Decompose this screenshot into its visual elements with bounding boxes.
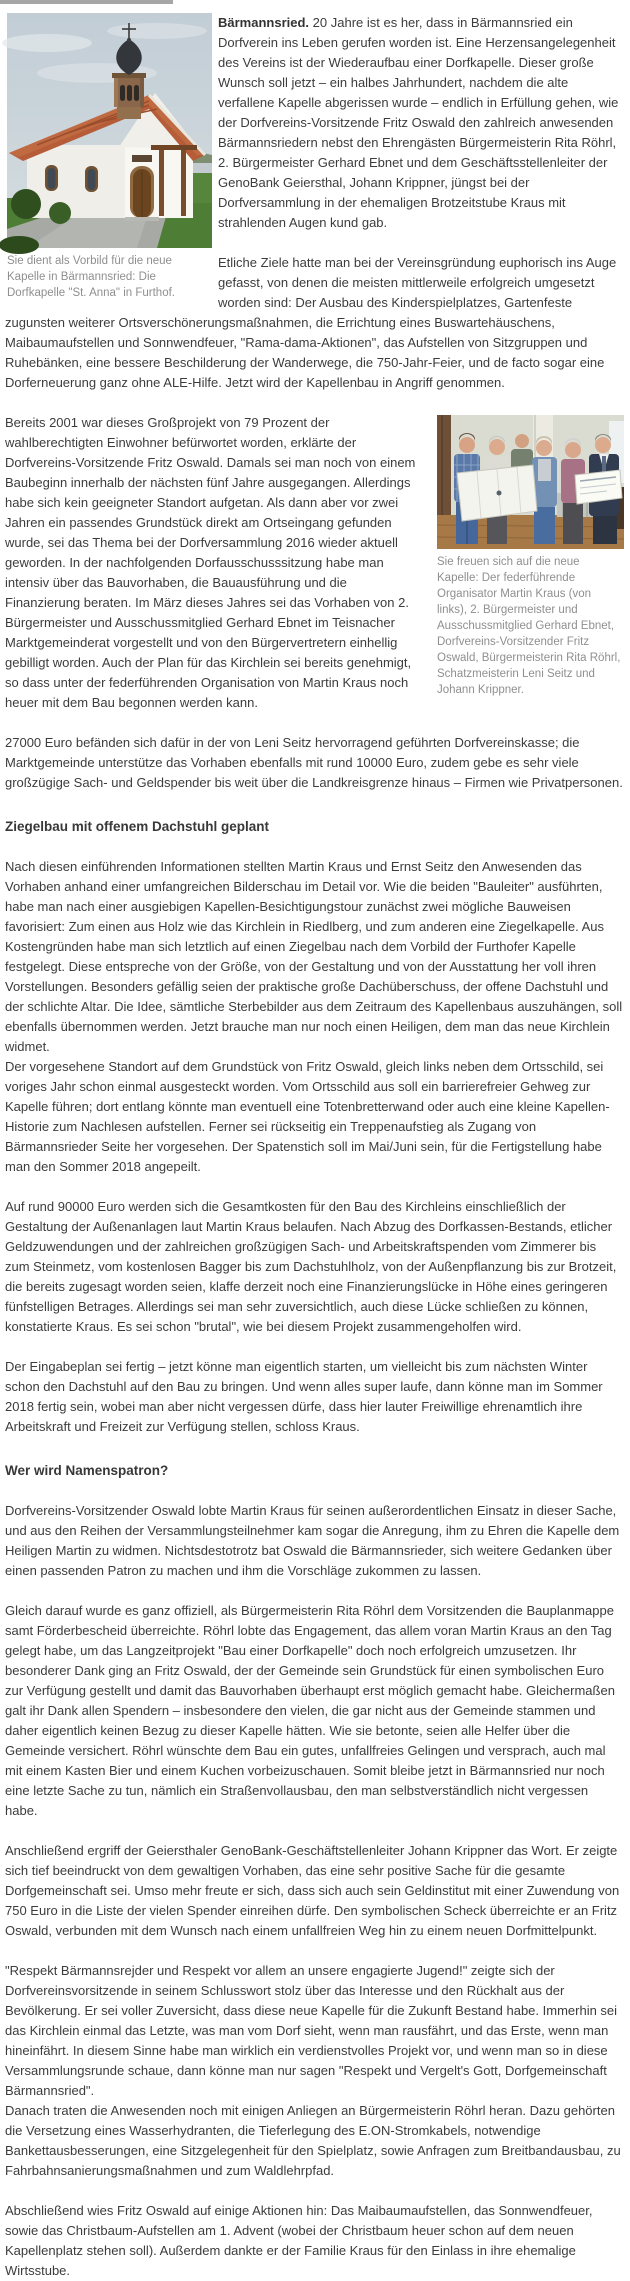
chapel-figure xyxy=(7,13,212,301)
location-lead: Bärmannsried. xyxy=(218,15,310,30)
paragraph-closing-part2: Danach traten die Anwesenden noch mit einigen Anliegen an Bürgermeisterin Röhrl heran. Dazu gehörten die Versetzung eines Wasserhydranten, die Tieferlegung des E.ON-Stromkabels, notwendige Bankettausbesserungen, eine Sitzgelegenheit für den Spielplatz, sowie Anfragen zum Breitbandausbau, zu Fahrbahnsanierungsmaßnahmen und zum Waldlehrpfad. xyxy=(5,2103,621,2178)
section-heading-construction: Ziegelbau mit offenem Dachstuhl geplant xyxy=(5,819,270,834)
plan-sheet xyxy=(457,465,537,521)
paragraph-construction-part2: Der vorgesehene Standort auf dem Grundstück von Fritz Oswald, gleich links neben dem Ortsschild, sei voriges Jahr schon einmal ausgesteckt worden. Vom Ortsschild aus soll ein barrierefreier Gehweg zur Kapelle führen; dort entlang könnte man eventuell eine Totenbretterwand oder auch eine kleine Kapellen-Historie zum Nachlesen aufstellen. Ferner sei rückseitig ein Treppenaufstieg als Zugang von Bärmannsrieder Seite her vorgesehen. Der Spatenstich soll im Mai/Juni sein, für die Fertigstellung habe man den Sommer 2018 angepeilt. xyxy=(5,1059,610,1174)
paragraph-closing-part1: "Respekt Bärmannsrejder und Respekt vor allem an unsere engagierte Jugend!" zeigte sich der Dorfvereinsvorsitzende in seinem Schlusswort stolz über das Interesse und den Rückhalt aus der Bevölkerung. Er sei voller Zuversicht, dass diese neue Kapelle für die Zukunft Bestand habe. Immerhin sei das Kirchlein einmal das Letzte, was man vom Dorf sieht, wenn man rausfährt, und das Erste, wenn man hineinfährt. In diesem Sinne habe man wirklich ein verdienstvolles Projekt vor, und wenn man so in diese Versammlungsrunde schaue, dann könne man nur sagen "Respekt und Vergelt's Gott, Dorfgemeinschaft Bärmannsried". xyxy=(5,1963,618,2098)
paragraph-patron: Dorfvereins-Vorsitzender Oswald lobte Martin Kraus für seinen außerordentlichen Einsatz in dieser Sache, und aus den Reihen der Versammlungsteilnehmer kam sogar die Anregung, ihm zu Ehren die Kapelle dem Heiligen Martin zu widmen. Nichtsdestotrotz bat Oswald die Bärmannsrieder, sich weitere Gedanken über einen passenden Patron zu machen und ihm die Vorschläge zukommen zu lassen. xyxy=(5,1503,620,1578)
paragraph-goals: Etliche Ziele hatte man bei der Vereinsgründung euphorisch ins Auge gefasst, von denen die meisten mittlerweile erfolgreich umgesetzt worden sind: Der Ausbau des Kinderspielplatzes, Gartenfeste zugunsten weiterer Ortsverschönerungsmaßnahmen, die Errichtung eines Buswartehäuschens, Maibaumaufstellen und Sonnwendfeuer, "Rama-dama-Aktionen", das Aufstellen von Sitzgruppen und Ruhebänken, eine bessere Beschilderung der Wanderwege, die 750-Jahr-Feier, und de facto sogar eine Dorferneuerung ganz ohne ALE-Hilfe. Jetzt wird der Kapellenbau in Angriff genommen. xyxy=(5,255,617,390)
chapel-door xyxy=(130,166,154,218)
section-heading-patron: Wer wird Namenspatron? xyxy=(5,1463,169,1478)
paragraph-costs: Auf rund 90000 Euro werden sich die Gesamtkosten für den Bau des Kirchleins einschließlich der Gestaltung der Außenanlagen laut Martin Kraus belaufen. Nach Abzug des Dorfkassen-Bestands, etlicher Geldzuwendungen und der zahlreichen großzügigen Sach- und Arbeitskraftspenden vom Zimmerer bis zum Steinmetz, vom kostenlosen Bagger bis zum Dachstuhlholz, von der Außenpflanzung bis zur Brotzeit, die bereits zugesagt worden seien, klaffe derzeit noch eine Finanzierungslücke in Höhe eines geringeren fünfstelligen Betrages. Allerdings sei man sehr zuversichtlich, auch diese Lücke schließen zu können, konstatierte Kraus. Es sei schon "brutal", wie bei diesem Projekt zusammengeholfen wird. xyxy=(5,1199,617,1334)
arched-window xyxy=(85,166,98,192)
paragraph-construction-part1: Nach diesen einführenden Informationen stellten Martin Kraus und Ernst Seitz den Anwesenden das Vorhaben anhand einer umfangreichen Bilderschau im Detail vor. Wie die beiden "Bauleiter" ausführten, habe man nach einer ausgiebigen Kapellen-Besichtigungstour zunächst zwei mögliche Bauweisen favorisiert: Zum einen aus Holz wie das Kirchlein in Riedlberg, und zum anderen eine Ziegelkapelle. Aus Kostengründen habe man sich letztlich auf einen Ziegelbau nach dem Vorbild der Furthofer Kapelle festgelegt. Diese entspreche von der Größe, von der Gestaltung und von der Ausstattung her voll ihren Vorstellungen. Besonders gefällig seien der praktische große Dachüberschuss, der offene Dachstuhl und der schlichte Altar. Die Idee, sämtliche Sterbebilder aus dem Zeitraum des Kapellenbaus auszuhängen, soll ebenfalls übernommen werden. Jetzt brauche man nur noch einen Heiligen, dem man das neue Kirchlein widmet. xyxy=(5,859,623,1054)
paragraph-schedule: Der Eingabeplan sei fertig – jetzt könne man eigentlich starten, um vielleicht bis zum nächsten Winter schon den Dachstuhl auf den Bau zu bringen. Und wenn alles super laufe, dann könne man im Sommer 2018 fertig sein, wobei man aber nicht vergessen dürfe, dass hier lauter Freiwillige ehrenamtlich ihre Arbeitskraft und Freizeit zur Verfügung stellen, schloss Kraus. xyxy=(5,1359,603,1434)
paragraph-mayor: Gleich darauf wurde es ganz offiziell, als Bürgermeisterin Rita Röhrl dem Vorsitzenden die Bauplanmappe samt Förderbescheid überreichte. Röhrl lobte das Engagement, das allem voran Martin Kraus an den Tag gelegt habe, um das Langzeitprojekt "Bau einer Dorfkapelle" doch noch erfolgreich umzusetzen. Ihr besonderer Dank ging an Fritz Oswald, der der Gemeinde sein Grundstück für einen symbolischen Euro zur Verfügung gestellt und damit das Bauvorhaben überhaupt erst möglich gemacht habe. Gleichermaßen galt ihr Dank allen Spendern – insbesondere den vielen, die gar nicht aus der Gemeinde stammen und daher eigentlich keinen Bezug zu dieser Kapelle hätten. Wie sie betonte, seien alle Helfer über die Gemeinde versichert. Röhrl wünschte dem Bau ein gutes, unfallfreies Gelingen und versprach, auch mal mit einem Kasten Bier und einem Kuchen vorbeizuschauen. Somit bleibe jetzt in Bärmannsried nur noch eine letzte Sache zu tun, nämlich ein Straßenvollausbau, den man selbstverständlich nicht vergessen habe. xyxy=(5,1603,615,1818)
paragraph-actions: Abschließend wies Fritz Oswald auf einige Aktionen hin: Das Maibaumaufstellen, das Sonnwendfeuer, sowie das Christbaum-Aufstellen am 1. Advent (wobei der Christbaum heuer schon auf dem neuen Kapellenplatz stehen soll). Außerdem dankte er der Familie Kraus für den Einlass in ihre ehemalige Wirtsstube. xyxy=(5,2203,593,2278)
paragraph-closing-remarks xyxy=(5,1961,624,2181)
group-photo-caption: Sie freuen sich auf die neue Kapelle: Der federführende Organisator Martin Kraus (von links), 2. Bürgermeister und Ausschussmitglied Gerhard Ebnet, Dorfvereins-Vorsitzender Fritz Oswald, Bürgermeisterin Rita Röhrl, Schatzmeisterin Leni Seitz und Johann Krippner. xyxy=(437,556,621,696)
group-photo xyxy=(437,415,624,549)
chapel-photo xyxy=(7,13,212,248)
paragraph-intro-text: 20 Jahre ist es her, dass in Bärmannsried ein Dorfverein ins Leben gerufen worden ist. Eine Herzensangelegenheit des Vereins ist der Wiederaufbau einer Dorfkapelle. Dieser große Wunsch soll jetzt – ein halbes Jahrhundert, nachdem die alte verfallene Kapelle abgerissen wurde – endlich in Erfüllung gehen, wie der Dorfvereins-Vorsitzende Fritz Oswald den zahlreich anwesenden Bärmannsriedern nebst den Ehrengästen Bürgermeisterin Rita Röhrl, 2. Bürgermeister Gerhard Ebnet und dem Geschäftsstellenleiter der GenoBank Geiersthal, Johann Krippner, jüngst bei der Dorfversammlung in der ehemaligen Brotzeitstube Kraus mit strahlenden Augen kund gab. xyxy=(218,15,619,230)
paragraph-construction xyxy=(5,857,624,1177)
group-figure xyxy=(437,415,624,698)
top-divider xyxy=(0,0,173,4)
donation-check xyxy=(575,470,622,504)
paragraph-history: Bereits 2001 war dieses Großprojekt von 79 Prozent der wahlberechtigten Einwohner befürwortet worden, erklärte der Dorfvereins-Vorsitzende Fritz Oswald. Damals sei man noch von einem Baubeginn innerhalb der nächsten fünf Jahre ausgegangen. Allerdings habe sich kein geeigneter Standort aufgetan. Als dann aber vor zwei Jahren ein passendes Grundstück direkt am Ortseingang gefunden wurde, sei das Thema bei der Dorfversammlung 2016 wieder aktuell geworden. In der nachfolgenden Dorfausschusssitzung habe man intensiv über das Bauvorhaben, die Bauausführung und die Finanzierung beraten. Im März dieses Jahres sei das Vorhaben von 2. Bürgermeister und Ausschussmitglied Gerhard Ebnet im Teisnacher Marktgemeinderat vorgestellt und von den Bürgervertretern einhellig gebilligt worden. Auch der Plan für das Kirchlein sei bereits genehmigt, so dass unter der federführenden Organisation von Martin Kraus noch heuer mit dem Bau begonnen werden kann. xyxy=(5,415,416,710)
chapel-photo-caption: Sie dient als Vorbild für die neue Kapelle in Bärmannsried: Die Dorfkapelle "St. Anna" in Furthof. xyxy=(7,255,175,299)
paragraph-bank: Anschließend ergriff der Geiersthaler GenoBank-Geschäftstellenleiter Johann Krippner das Wort. Er zeigte sich tief beeindruckt von dem gewaltigen Vorhaben, das eine sehr positive Sache für die gesamte Dorfgemeinschaft sei. Umso mehr freute er sich, dass sich auch sein Geldinstitut mit einer Zuwendung von 750 Euro in die Liste der vielen Spender einreihen dürfe. Den symbolischen Scheck überreichte er an Fritz Oswald, verbunden mit dem Wunsch nach einem unfallfreien Weg hin zu einem neuen Dorfmittelpunkt. xyxy=(5,1843,620,1938)
paragraph-funds: 27000 Euro befänden sich dafür in der von Leni Seitz hervorragend geführten Dorfvereinskasse; die Marktgemeinde unterstütze das Vorhaben ebenfalls mit rund 10000 Euro, zudem gebe es sehr viele großzügige Sach- und Geldspender bis weit über die Landkreisgrenze hinaus – Firmen wie Privatpersonen. xyxy=(5,735,623,790)
arched-window xyxy=(45,165,58,191)
